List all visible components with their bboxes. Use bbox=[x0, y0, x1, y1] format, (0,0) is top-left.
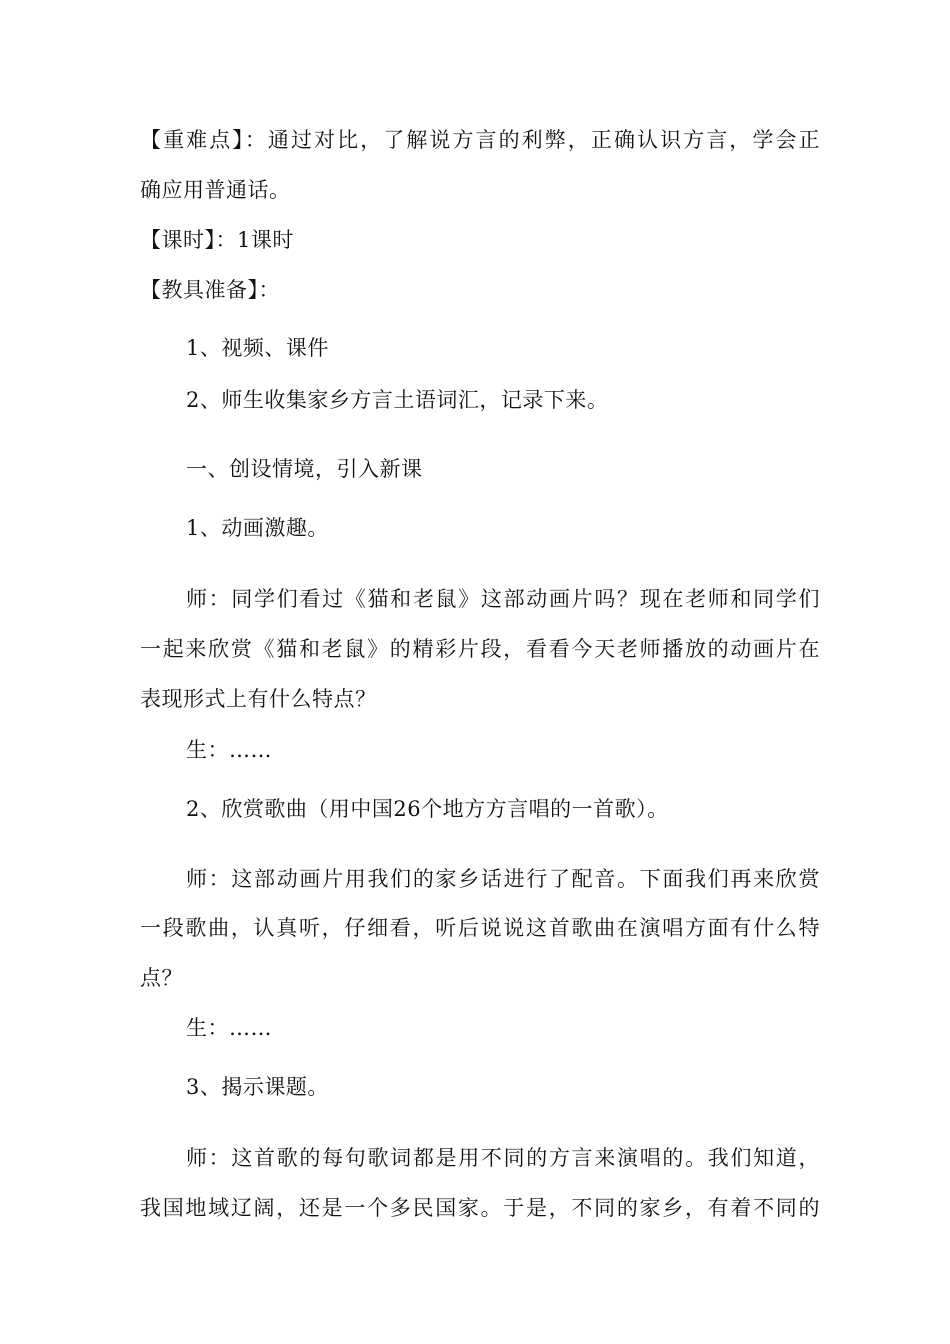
paragraph-teacher-2-line-2: 一段歌曲，认真听，仔细看，听后说说这首歌曲在演唱方面有什么特 bbox=[140, 916, 820, 940]
step-heading-3: 3、揭示课题。 bbox=[186, 1075, 329, 1099]
step-heading-1: 1、动画激趣。 bbox=[186, 516, 329, 540]
student-reply-1: 生：…… bbox=[186, 738, 272, 762]
paragraph-teacher-1-line-3: 表现形式上有什么特点？ bbox=[140, 687, 377, 711]
step-heading-2: 2、欣赏歌曲（用中国26个地方方言唱的一首歌）。 bbox=[186, 797, 669, 821]
text-line-teaching-aids: 【教具准备】： bbox=[140, 278, 280, 302]
student-reply-2: 生：…… bbox=[186, 1016, 272, 1040]
paragraph-teacher-3-line-2: 我国地域辽阔，还是一个多民国家。于是，不同的家乡，有着不同的 bbox=[140, 1196, 820, 1220]
text-line-class-hours: 【课时】：1课时 bbox=[140, 228, 294, 252]
paragraph-teacher-2-line-1: 师：这部动画片用我们的家乡话进行了配音。下面我们再来欣赏 bbox=[186, 867, 820, 891]
paragraph-teacher-3-line-1: 师：这首歌的每句歌词都是用不同的方言来演唱的。我们知道， bbox=[186, 1146, 820, 1170]
text-line-key-points: 【重难点】：通过对比，了解说方言的利弊，正确认识方言，学会正 bbox=[140, 128, 820, 152]
paragraph-teacher-1-line-1: 师：同学们看过《猫和老鼠》这部动画片吗？现在老师和同学们 bbox=[186, 587, 820, 611]
paragraph-teacher-2-line-3: 点？ bbox=[140, 966, 183, 990]
list-item-aid-1: 1、视频、课件 bbox=[186, 336, 329, 360]
text-line-key-points-cont: 确应用普通话。 bbox=[140, 178, 291, 202]
section-heading-1: 一、创设情境，引入新课 bbox=[186, 457, 423, 481]
list-item-aid-2: 2、师生收集家乡方言土语词汇，记录下来。 bbox=[186, 388, 609, 412]
paragraph-teacher-1-line-2: 一起来欣赏《猫和老鼠》的精彩片段，看看今天老师播放的动画片在 bbox=[140, 637, 820, 661]
